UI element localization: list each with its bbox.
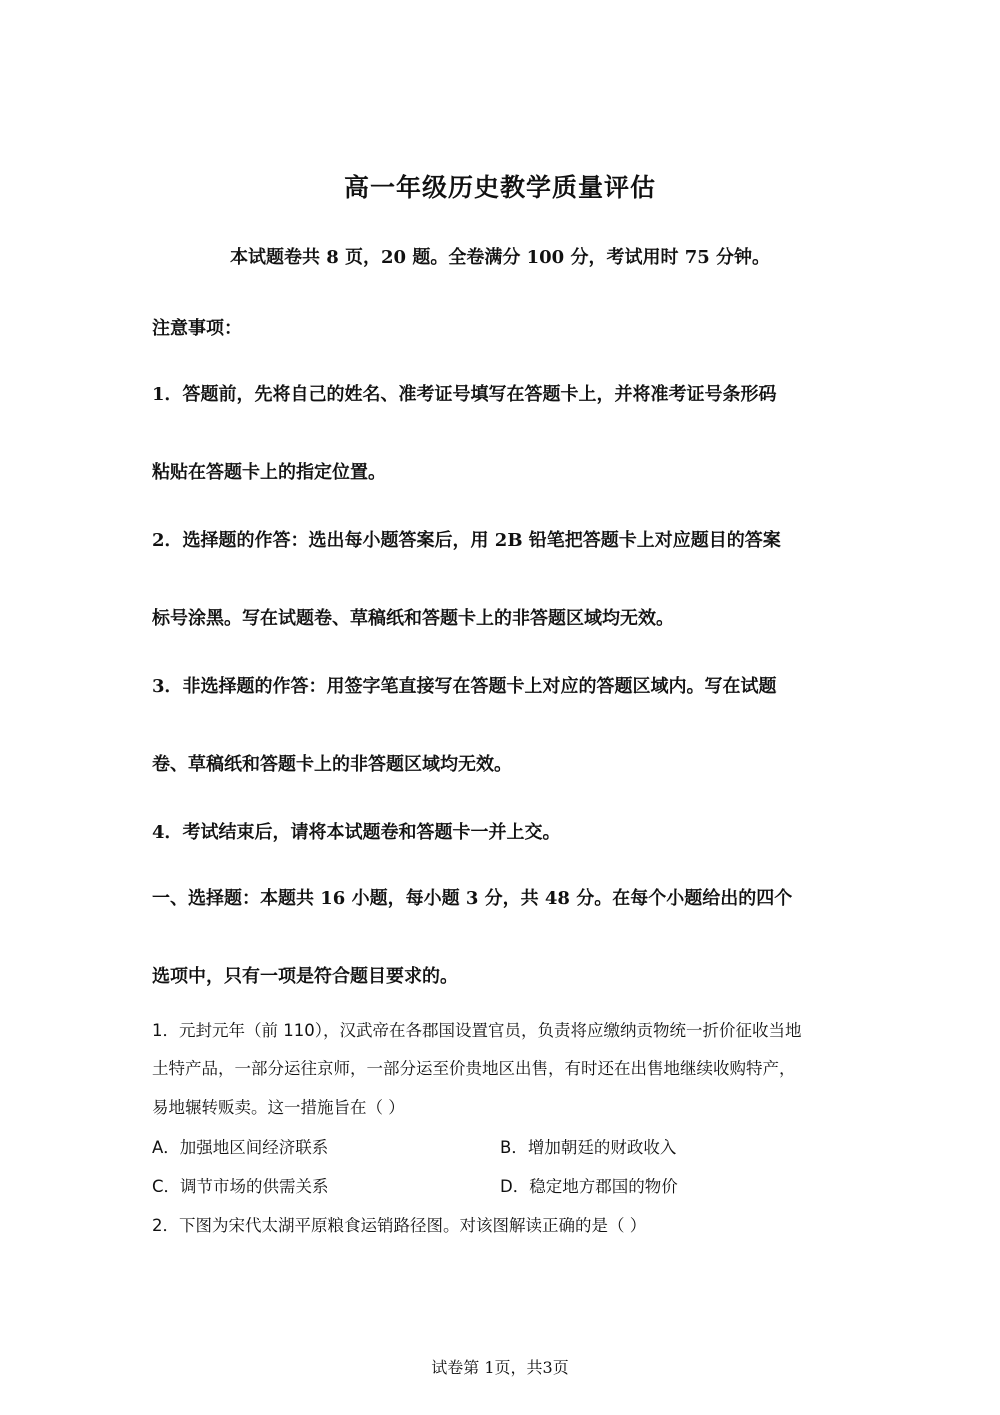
notice-line: 1．答题前，先将自己的姓名、准考证号填写在答题卡上，并将准考证号条形码 — [152, 384, 777, 405]
question-stem-line: 2．下图为宋代太湖平原粮食运销路径图。对该图解读正确的是（ ） — [152, 1216, 647, 1235]
page-footer: 试卷第 1页，共3页 — [431, 1358, 569, 1377]
question-stem-line: 1．元封元年（前 110），汉武帝在各郡国设置官员，负责将应缴纳贡物统一折价征收当地 — [152, 1021, 802, 1040]
page-title: 高一年级历史教学质量评估 — [343, 173, 656, 202]
notice-heading: 注意事项： — [152, 318, 242, 339]
exam-summary: 本试题卷共 8 页，20 题。全卷满分 100 分，考试用时 75 分钟。 — [229, 247, 771, 268]
option-c: C．调节市场的供需关系 — [152, 1177, 329, 1196]
question-stem-line: 易地辗转贩卖。这一措施旨在（ ） — [152, 1098, 405, 1117]
section-heading-line: 选项中，只有一项是符合题目要求的。 — [152, 966, 458, 987]
notice-line: 卷、草稿纸和答题卡上的非答题区域均无效。 — [152, 754, 512, 775]
notice-line: 4．考试结束后，请将本试题卷和答题卡一并上交。 — [152, 822, 561, 843]
notice-line: 3．非选择题的作答：用签字笔直接写在答题卡上对应的答题区域内。写在试题 — [152, 676, 777, 697]
notice-line: 粘贴在答题卡上的指定位置。 — [152, 462, 386, 483]
notice-line: 2．选择题的作答：选出每小题答案后，用 2B 铅笔把答题卡上对应题目的答案 — [152, 530, 781, 551]
option-a: A．加强地区间经济联系 — [152, 1138, 329, 1157]
option-b: B．增加朝廷的财政收入 — [500, 1138, 677, 1157]
question-stem-line: 土特产品，一部分运往京师，一部分运至价贵地区出售，有时还在出售地继续收购特产， — [152, 1059, 796, 1078]
notice-line: 标号涂黑。写在试题卷、草稿纸和答题卡上的非答题区域均无效。 — [152, 608, 674, 629]
section-heading-line: 一、选择题：本题共 16 小题，每小题 3 分，共 48 分。在每个小题给出的四个 — [152, 888, 793, 909]
option-d: D．稳定地方郡国的物价 — [500, 1177, 678, 1196]
